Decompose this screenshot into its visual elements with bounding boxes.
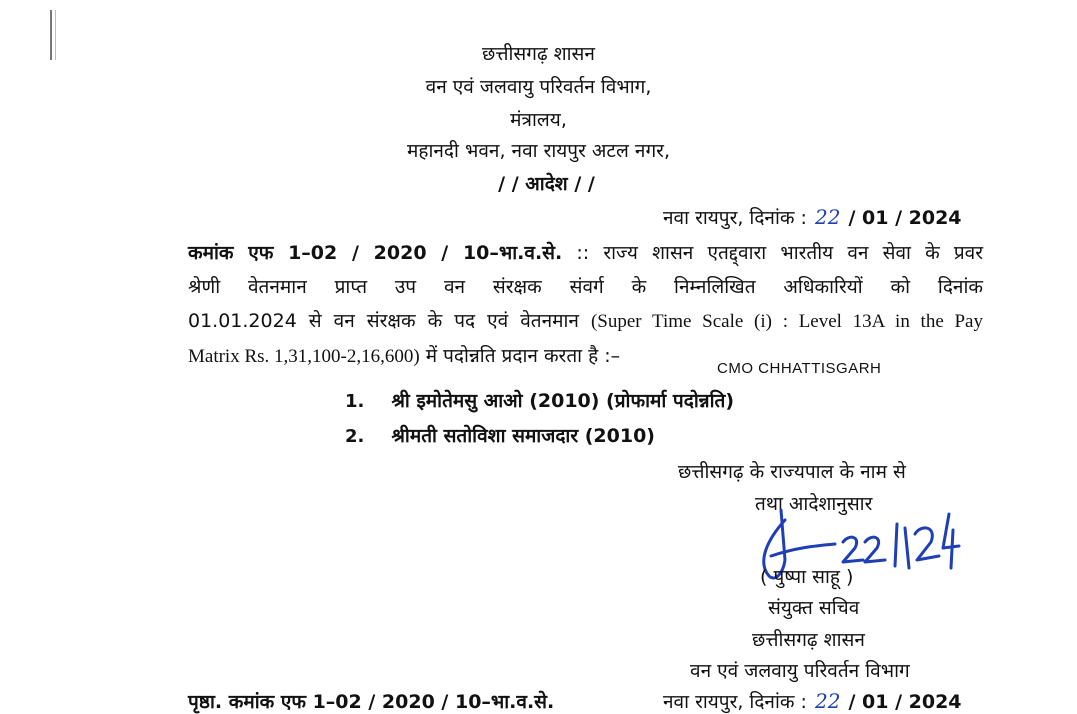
- order-paragraph: [188, 236, 983, 374]
- date-rest: / 01 / 2024: [848, 207, 962, 229]
- address-heading: महानदी भवन, नवा रायपुर अटल नगर,: [407, 140, 670, 162]
- footer-handwritten-day: 22: [814, 689, 841, 713]
- handwritten-day: 22: [814, 205, 841, 229]
- cmo-stamp: CMO CHHATTISGARH: [717, 360, 882, 377]
- governor-line: छत्तीसगढ़ के राज्यपाल के नाम से: [678, 461, 906, 483]
- footer-date-rest: / 01 / 2024: [848, 691, 962, 713]
- date-line: [663, 204, 962, 230]
- order-line: तथा आदेशानुसार: [755, 493, 873, 515]
- officer-name: श्री इमोतेमसु आओ (2010) (प्रोफार्मा पदोन्नति): [391, 390, 735, 412]
- list-number: 2.: [345, 426, 365, 447]
- signatory-govt: छत्तीसगढ़ शासन: [752, 629, 865, 651]
- list-item: [345, 422, 655, 448]
- officer-name: श्रीमती सतोविशा समाजदार (2010): [391, 425, 655, 447]
- paragraph-line: श्रेणी वेतनमान प्राप्त उप वन संरक्षक संवर्ग के निम्नलिखित अधिकारियों को दिनांक: [188, 276, 983, 298]
- govt-heading: छत्तीसगढ़ शासन: [482, 43, 595, 65]
- signatory-designation: संयुक्त सचिव: [768, 597, 860, 619]
- paragraph-text: में पदोन्नति प्रदान करता है :–: [425, 345, 621, 367]
- endorsement-number: पृष्ठा. कमांक एफ 1–02 / 2020 / 10–भा.व.से.: [188, 691, 555, 713]
- paragraph-text: :: राज्य शासन एतद्द्वारा भारतीय वन सेवा के प्रवर: [576, 242, 984, 264]
- footer-date-label: नवा रायपुर, दिनांक :: [663, 691, 807, 713]
- signatory-name: ( पुष्पा साहू ): [760, 566, 854, 588]
- ministry-heading: मंत्रालय,: [510, 109, 567, 131]
- list-item: [345, 387, 734, 413]
- paragraph-text: 01.01.2024 से वन संरक्षक के पद एवं वेतनमान: [188, 310, 579, 332]
- order-title: / / आदेश / /: [498, 173, 595, 195]
- signatory-department: वन एवं जलवायु परिवर्तन विभाग: [690, 660, 910, 682]
- pay-matrix-text: Matrix Rs. 1,31,100-2,16,600): [188, 346, 420, 367]
- paragraph-line: [188, 236, 983, 270]
- pay-scale-text: (Super Time Scale (i) : Level 13A in the Pay: [590, 311, 983, 332]
- department-heading: वन एवं जलवायु परिवर्तन विभाग,: [425, 76, 652, 98]
- footer-date-line: [663, 688, 962, 714]
- paragraph-line: [188, 304, 983, 339]
- list-number: 1.: [345, 391, 365, 412]
- date-label: नवा रायपुर, दिनांक :: [663, 207, 807, 229]
- reference-number: कमांक एफ 1–02 / 2020 / 10–भा.व.से.: [188, 242, 563, 264]
